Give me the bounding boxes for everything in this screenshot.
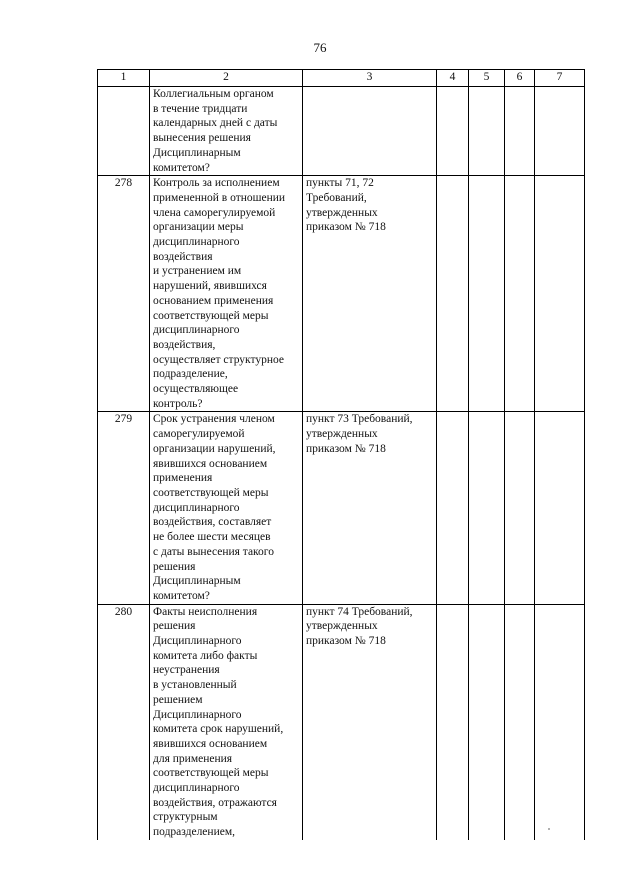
requirements-table: [97, 69, 585, 840]
empty-cell-col-6: [505, 604, 535, 840]
question-line: явившихся основанием: [153, 457, 268, 470]
question-line: дисциплинарного: [153, 324, 240, 337]
column-header-3: 3: [303, 70, 437, 87]
column-header-7: 7: [535, 70, 585, 87]
question-line: примененной в отношении: [153, 191, 286, 204]
table-row: [98, 412, 585, 604]
reference-cell: [303, 176, 437, 412]
table-row: [98, 604, 585, 840]
empty-cell-col-7: [535, 176, 585, 412]
question-line: явившихся основанием: [153, 737, 268, 750]
empty-cell-col-6: [505, 176, 535, 412]
question-line: Факты неисполнения: [153, 605, 258, 618]
empty-cell-col-4: [437, 87, 469, 176]
question-line: решения: [153, 620, 196, 633]
question-line: решения: [153, 560, 196, 573]
empty-cell-col-4: [437, 412, 469, 604]
question-line: дисциплинарного: [153, 501, 240, 514]
reference-line: приказом № 718: [306, 442, 386, 455]
row-number: 280: [98, 604, 150, 840]
question-line: решением: [153, 693, 203, 706]
empty-cell-col-4: [437, 176, 469, 412]
question-cell: [150, 87, 303, 176]
question-line: вынесения решения: [153, 132, 251, 145]
question-line: воздействия: [153, 250, 213, 263]
question-line: Дисциплинарного: [153, 708, 242, 721]
column-header-5: 5: [469, 70, 505, 87]
question-line: с даты вынесения такого: [153, 545, 274, 558]
reference-line: Требований,: [306, 191, 367, 204]
question-line: не более шести месяцев: [153, 531, 271, 544]
question-line: организации нарушений,: [153, 442, 276, 455]
question-cell: [150, 604, 303, 840]
question-line: воздействия, составляет: [153, 516, 272, 529]
empty-cell-col-6: [505, 412, 535, 604]
reference-line: пункт 74 Требований,: [306, 605, 413, 618]
question-line: структурным: [153, 811, 218, 824]
reference-line: приказом № 718: [306, 635, 386, 648]
empty-cell-col-5: [469, 604, 505, 840]
reference-line: утвержденных: [306, 620, 378, 633]
reference-line: приказом № 718: [306, 221, 386, 234]
question-line: осуществляющее: [153, 383, 239, 396]
row-number: 278: [98, 176, 150, 412]
reference-line: пункт 73 Требований,: [306, 413, 413, 426]
question-line: соответствующей меры: [153, 486, 269, 499]
question-line: Дисциплинарного: [153, 635, 242, 648]
question-line: Срок устранения членом: [153, 413, 275, 426]
question-line: для применения: [153, 752, 233, 765]
question-line: дисциплинарного: [153, 236, 240, 249]
question-line: осуществляет структурное: [153, 353, 285, 366]
question-line: дисциплинарного: [153, 782, 240, 795]
empty-cell-col-5: [469, 412, 505, 604]
empty-cell-col-4: [437, 604, 469, 840]
question-line: календарных дней с даты: [153, 117, 278, 130]
reference-line: утвержденных: [306, 428, 378, 441]
row-number: 279: [98, 412, 150, 604]
empty-cell-col-5: [469, 87, 505, 176]
question-line: Дисциплинарным: [153, 146, 241, 159]
empty-cell-col-5: [469, 176, 505, 412]
column-header-1: 1: [98, 70, 150, 87]
column-header-2: 2: [150, 70, 303, 87]
empty-cell-col-7: [535, 604, 585, 840]
question-cell: [150, 176, 303, 412]
question-line: Коллегиальным органом: [153, 88, 274, 100]
question-line: Контроль за исполнением: [153, 177, 280, 190]
question-line: соответствующей меры: [153, 309, 269, 322]
reference-cell: [303, 87, 437, 176]
question-line: контроль?: [153, 397, 203, 410]
question-line: саморегулируемой: [153, 428, 245, 441]
reference-line: пункты 71, 72: [306, 177, 374, 190]
question-line: члена саморегулируемой: [153, 206, 276, 219]
question-line: комитетом?: [153, 589, 210, 602]
header-row: [98, 70, 585, 87]
table-row: [98, 176, 585, 412]
question-line: подразделением,: [153, 826, 235, 839]
reference-cell: [303, 604, 437, 840]
question-line: комитета либо факты: [153, 649, 258, 662]
question-line: воздействия,: [153, 338, 216, 351]
question-cell: [150, 412, 303, 604]
empty-cell-col-6: [505, 87, 535, 176]
question-line: соответствующей меры: [153, 767, 269, 780]
question-line: основанием применения: [153, 294, 274, 307]
question-line: нарушений, явившихся: [153, 280, 267, 293]
question-line: Дисциплинарным: [153, 575, 241, 588]
question-line: применения: [153, 472, 213, 485]
question-line: организации меры: [153, 221, 244, 234]
question-line: подразделение,: [153, 368, 228, 381]
scan-speck: [548, 828, 550, 830]
empty-cell-col-7: [535, 87, 585, 176]
reference-line: утвержденных: [306, 206, 378, 219]
question-line: в установленный: [153, 679, 237, 692]
question-line: воздействия, отражаются: [153, 796, 277, 809]
question-line: комитетом?: [153, 161, 210, 174]
column-header-6: 6: [505, 70, 535, 87]
question-line: в течение тридцати: [153, 102, 248, 115]
row-number: [98, 87, 150, 176]
empty-cell-col-7: [535, 412, 585, 604]
reference-cell: [303, 412, 437, 604]
column-header-4: 4: [437, 70, 469, 87]
question-line: и устранением им: [153, 265, 242, 278]
table-row: [98, 87, 585, 176]
question-line: комитета срок нарушений,: [153, 723, 284, 736]
page-number: 76: [313, 40, 327, 55]
question-line: неустранения: [153, 664, 220, 677]
